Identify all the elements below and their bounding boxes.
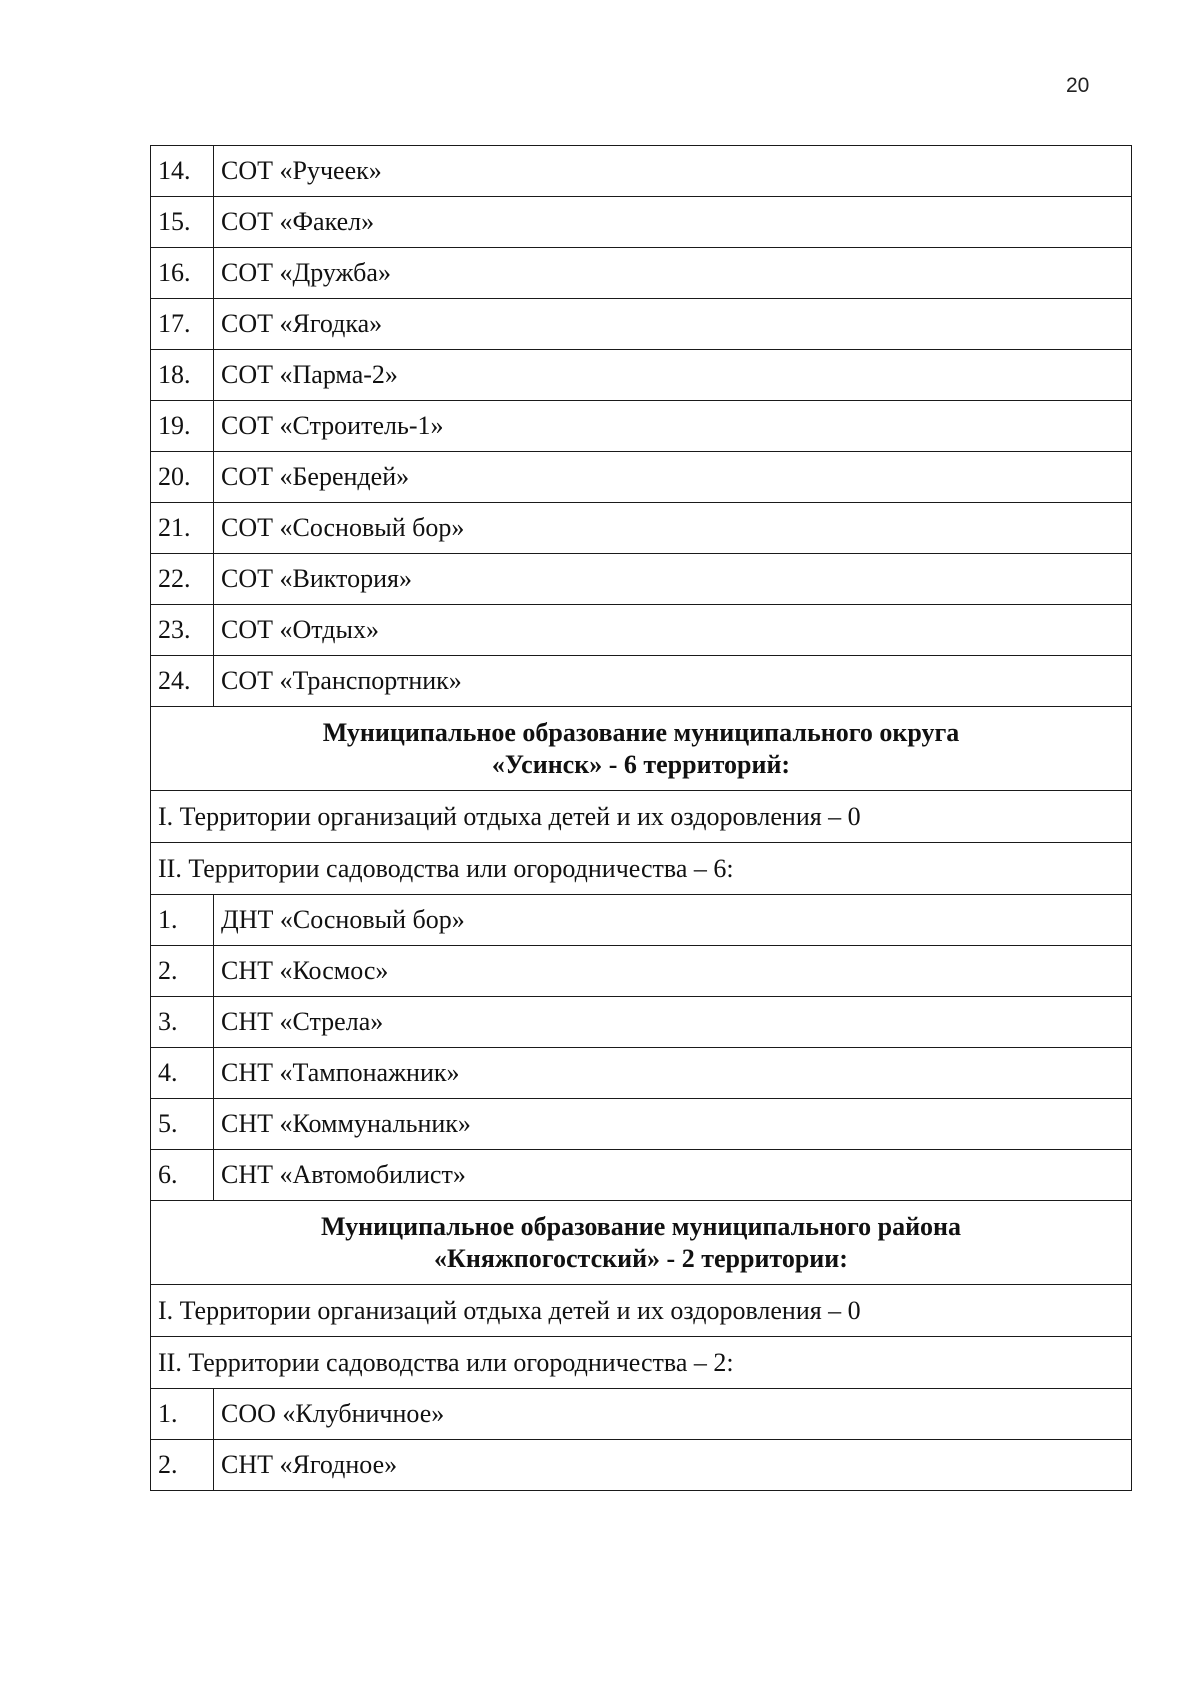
row-name: ДНТ «Сосновый бор» bbox=[214, 895, 1132, 946]
table-row bbox=[151, 452, 1132, 503]
section-heading-usinsk bbox=[151, 707, 1132, 791]
category-row bbox=[151, 843, 1132, 895]
category-row bbox=[151, 791, 1132, 843]
row-name: СОТ «Сосновый бор» bbox=[214, 503, 1132, 554]
row-number: 2. bbox=[151, 1440, 214, 1491]
row-number: 14. bbox=[151, 146, 214, 197]
row-number: 22. bbox=[151, 554, 214, 605]
row-number: 3. bbox=[151, 997, 214, 1048]
row-name: СНТ «Тампонажник» bbox=[214, 1048, 1132, 1099]
category-label: II. Территории садоводства или огородничества – 2: bbox=[151, 1337, 1132, 1389]
row-name: СОТ «Парма-2» bbox=[214, 350, 1132, 401]
category-label: II. Территории садоводства или огородничества – 6: bbox=[151, 843, 1132, 895]
table-row bbox=[151, 1150, 1132, 1201]
table-row bbox=[151, 1048, 1132, 1099]
table-row bbox=[151, 946, 1132, 997]
row-number: 5. bbox=[151, 1099, 214, 1150]
table-row bbox=[151, 997, 1132, 1048]
row-name: СОТ «Транспортник» bbox=[214, 656, 1132, 707]
section-heading bbox=[151, 1201, 1132, 1285]
row-number: 17. bbox=[151, 299, 214, 350]
table-row bbox=[151, 299, 1132, 350]
table-row bbox=[151, 1099, 1132, 1150]
row-name: СНТ «Автомобилист» bbox=[214, 1150, 1132, 1201]
row-name: СОТ «Строитель-1» bbox=[214, 401, 1132, 452]
row-name: СОТ «Виктория» bbox=[214, 554, 1132, 605]
table-row bbox=[151, 554, 1132, 605]
row-name: СНТ «Ягодное» bbox=[214, 1440, 1132, 1491]
table-row bbox=[151, 895, 1132, 946]
category-label: I. Территории организаций отдыха детей и их оздоровления – 0 bbox=[151, 791, 1132, 843]
table-row bbox=[151, 605, 1132, 656]
section-heading-line1: Муниципальное образование муниципального района bbox=[320, 1211, 962, 1241]
section-heading bbox=[151, 707, 1132, 791]
row-name: СОТ «Ручеек» bbox=[214, 146, 1132, 197]
category-label: I. Территории организаций отдыха детей и их оздоровления – 0 bbox=[151, 1285, 1132, 1337]
row-number: 4. bbox=[151, 1048, 214, 1099]
table-row bbox=[151, 146, 1132, 197]
row-number: 15. bbox=[151, 197, 214, 248]
row-name: СНТ «Стрела» bbox=[214, 997, 1132, 1048]
category-row bbox=[151, 1337, 1132, 1389]
table-row bbox=[151, 248, 1132, 299]
table-row bbox=[151, 656, 1132, 707]
section-heading-line1: Муниципальное образование муниципального округа bbox=[322, 717, 960, 747]
row-name: СОТ «Дружба» bbox=[214, 248, 1132, 299]
section-heading-knyazhpogost bbox=[151, 1201, 1132, 1285]
page-number: 20 bbox=[1066, 74, 1090, 97]
row-number: 20. bbox=[151, 452, 214, 503]
row-name: СНТ «Космос» bbox=[214, 946, 1132, 997]
row-number: 1. bbox=[151, 1389, 214, 1440]
row-number: 19. bbox=[151, 401, 214, 452]
section-heading-line2: «Усинск» - 6 территорий: bbox=[491, 749, 791, 779]
row-number: 2. bbox=[151, 946, 214, 997]
category-row bbox=[151, 1285, 1132, 1337]
table-row bbox=[151, 1389, 1132, 1440]
territories-table bbox=[150, 145, 1132, 1491]
row-name: СОТ «Берендей» bbox=[214, 452, 1132, 503]
table-row bbox=[151, 503, 1132, 554]
row-name: СОО «Клубничное» bbox=[214, 1389, 1132, 1440]
table-row bbox=[151, 1440, 1132, 1491]
row-number: 1. bbox=[151, 895, 214, 946]
row-number: 21. bbox=[151, 503, 214, 554]
row-name: СОТ «Факел» bbox=[214, 197, 1132, 248]
section-heading-line2: «Княжпогостский» - 2 территории: bbox=[434, 1243, 848, 1273]
row-name: СОТ «Отдых» bbox=[214, 605, 1132, 656]
row-number: 16. bbox=[151, 248, 214, 299]
row-name: СОТ «Ягодка» bbox=[214, 299, 1132, 350]
table-row bbox=[151, 197, 1132, 248]
row-number: 23. bbox=[151, 605, 214, 656]
table-row bbox=[151, 401, 1132, 452]
row-number: 6. bbox=[151, 1150, 214, 1201]
row-number: 24. bbox=[151, 656, 214, 707]
table-row bbox=[151, 350, 1132, 401]
row-name: СНТ «Коммунальник» bbox=[214, 1099, 1132, 1150]
row-number: 18. bbox=[151, 350, 214, 401]
